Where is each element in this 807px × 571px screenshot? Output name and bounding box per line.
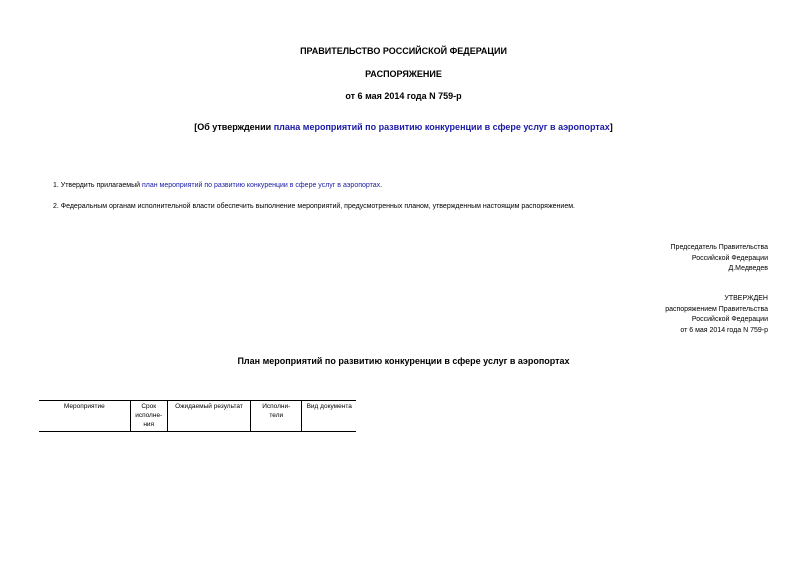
- paragraph-1: [53, 181, 382, 191]
- column-header-executors: [251, 401, 302, 432]
- column-header-activity: Мероприятие: [39, 401, 130, 432]
- signature-name: Д.Медведев: [728, 265, 768, 272]
- deadline-line-2: исполне-: [135, 412, 163, 419]
- approval-country: Российской Федерации: [691, 316, 768, 323]
- paragraph-2: 2. Федеральным органам исполнительной власти обеспечить выполнение мероприятий, предусмотренных планом, утвержденным настоящим распоряжением.: [53, 203, 575, 210]
- title-suffix: ]: [609, 122, 613, 132]
- table-header-row: [39, 401, 356, 432]
- plan-title: План мероприятий по развитию конкуренции в сфере услуг в аэропортах: [237, 356, 570, 366]
- signature-country: Российской Федерации: [691, 254, 768, 262]
- approval-date: от 6 мая 2014 года N 759-р: [680, 326, 768, 334]
- approval-by: распоряжением Правительства: [665, 305, 768, 313]
- paragraph-1-plan-link[interactable]: план мероприятий по развитию конкуренции в сфере услуг в аэропортах: [141, 182, 381, 189]
- government-heading: ПРАВИТЕЛЬСТВО РОССИЙСКОЙ ФЕДЕРАЦИИ: [300, 46, 507, 56]
- column-header-deadline: [130, 401, 167, 432]
- plan-table: [39, 400, 356, 432]
- signature-block: [671, 243, 768, 275]
- executors-line-2: тели: [269, 412, 284, 419]
- title-plan-link[interactable]: плана мероприятий по развитию конкуренции в сфере услуг в аэропортах: [273, 122, 610, 132]
- title-prefix: [Об утверждении: [194, 122, 274, 132]
- approval-block: [665, 294, 768, 336]
- paragraph-1-text: 1. Утвердить прилагаемый: [53, 182, 142, 189]
- approval-stamp: УТВЕРЖДЕН: [724, 295, 768, 302]
- document-date-number: от 6 мая 2014 года N 759-р: [345, 91, 462, 101]
- paragraph-1-end: .: [380, 182, 383, 189]
- document-title: [0, 122, 807, 132]
- signature-position: Председатель Правительства: [670, 244, 768, 251]
- deadline-line-3: ния: [143, 421, 155, 428]
- column-header-document-type: Вид документа: [302, 401, 356, 432]
- deadline-line-1: Срок: [141, 403, 157, 410]
- executors-line-1: Исполни-: [262, 403, 291, 410]
- document-type-heading: РАСПОРЯЖЕНИЕ: [365, 69, 442, 79]
- column-header-result: Ожидаемый результат: [167, 401, 250, 432]
